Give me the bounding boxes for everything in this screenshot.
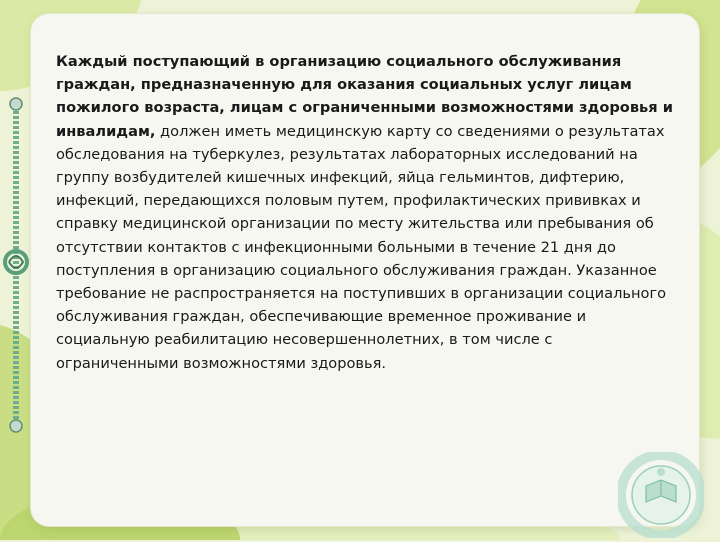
body-paragraph	[56, 50, 676, 375]
body-text-bold: Каждый поступающий в организацию социального обслуживания граждан, предназначенную для оказания социальных услуг лицам пожилого возраста, лицам с ограниченными возможностями здоровья и инвалидам,	[56, 53, 673, 140]
body-text-regular: должен иметь медицинскую карту со сведениями о результатах обследования на туберкулез, результатах лабораторных исследований на группу возбудителей кишечных инфекций, яйца гельминтов, дифтерию, инфекций, передающихся половым путем, профилактических прививках и справку медицинской организации по месту жительства или пребывания об отсутствии контактов с инфекционными больными в течение 21 дня до поступления в организацию социального обслуживания граждан. Указанное требование не распространяется на поступивших в организации социального обслуживания граждан, обеспечивающие временное проживание и социальную реабилитацию несовершеннолетних, в том числе с ограниченными возможностями здоровья.	[56, 122, 667, 372]
organization-seal-icon	[618, 452, 704, 538]
rope-cord-icon	[0, 96, 34, 436]
